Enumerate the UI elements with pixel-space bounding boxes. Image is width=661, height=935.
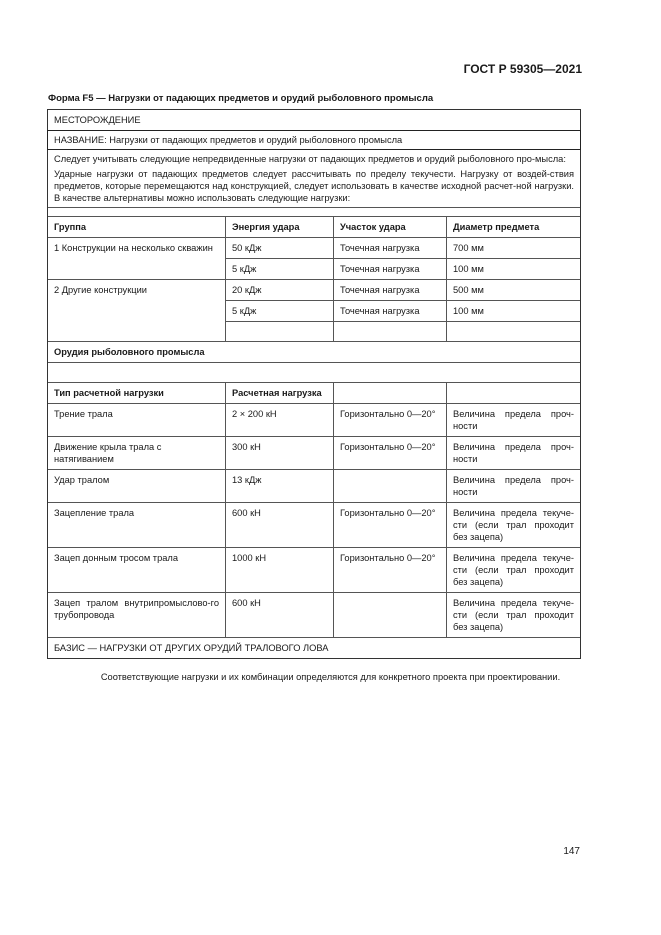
criterion-cell: Величина предела проч-ности xyxy=(453,442,574,464)
load-type-cell: Движение крыла трала с натягиванием xyxy=(48,437,226,469)
load-type-cell: Зацеп тралом внутрипромыслово-го трубопровода xyxy=(48,593,226,637)
spacer-row xyxy=(48,363,580,383)
criterion-cell: Величина предела текуче-сти (если трал проходит без зацепа) xyxy=(453,598,574,632)
energy-cell: 20 кДж xyxy=(226,280,334,300)
header-cell: Расчетная нагрузка xyxy=(226,383,334,403)
group-cell: 1 Конструкции на несколько скважин xyxy=(48,238,226,279)
area-cell: Точечная нагрузка xyxy=(334,238,447,258)
load-value-cell: 1000 кН xyxy=(226,548,334,592)
table-row xyxy=(48,280,580,342)
diameter-cell: 100 мм xyxy=(453,306,484,316)
diameter-cell xyxy=(447,322,580,341)
name-row: НАЗВАНИЕ: Нагрузки от падающих предметов и орудий рыболовного промысла xyxy=(47,130,581,150)
header-cell: Участок удара xyxy=(334,217,447,237)
table-row xyxy=(48,404,580,437)
form-title: Форма F5 — Нагрузки от падающих предметов и орудий рыболовного промысла xyxy=(48,93,434,104)
header-cell: Тип расчетной нагрузки xyxy=(48,383,226,403)
group-cell: 2 Другие конструкции xyxy=(48,280,226,341)
table-row xyxy=(226,322,580,341)
direction-cell: Горизонтально 0—20° xyxy=(334,437,447,469)
area-cell: Точечная нагрузка xyxy=(334,301,447,321)
header-cell xyxy=(334,383,447,403)
page-number: 147 xyxy=(563,846,580,857)
footnote: Соответствующие нагрузки и их комбинации определяются для конкретного проекта при проектировании. xyxy=(100,672,561,682)
table-row xyxy=(226,238,580,259)
load-value-cell: 13 кДж xyxy=(226,470,334,502)
energy-cell: 5 кДж xyxy=(226,259,334,279)
table-row xyxy=(226,259,580,279)
field-row: МЕСТОРОЖДЕНИЕ xyxy=(48,110,580,131)
spacer-row xyxy=(48,208,580,217)
table-row xyxy=(48,548,580,593)
table-row xyxy=(226,280,580,301)
load-value-cell: 2 × 200 кН xyxy=(226,404,334,436)
header-cell: Энергия удара xyxy=(226,217,334,237)
fishing-table-header xyxy=(48,383,580,404)
criterion-cell: Величина предела проч-ности xyxy=(453,475,574,497)
fishing-section-title: Орудия рыболовного промысла xyxy=(48,342,580,363)
direction-cell xyxy=(334,470,447,502)
direction-cell: Горизонтально 0—20° xyxy=(334,548,447,592)
header-cell xyxy=(447,383,580,403)
table-row xyxy=(48,503,580,548)
energy-cell: 50 кДж xyxy=(226,238,334,258)
criterion-cell: Величина предела проч-ности xyxy=(453,409,574,431)
table-row xyxy=(226,301,580,322)
direction-cell: Горизонтально 0—20° xyxy=(334,404,447,436)
header-cell: Группа xyxy=(48,217,226,237)
energy-cell: 5 кДж xyxy=(226,301,334,321)
area-cell: Точечная нагрузка xyxy=(334,280,447,300)
intro-paragraph: Следует учитывать следующие непредвиденные нагрузки от падающих предметов и орудий рыболовного про-мысла: xyxy=(54,154,566,164)
diameter-cell: 100 мм xyxy=(453,264,484,274)
drop-table-header xyxy=(48,217,580,238)
intro-paragraph: Ударные нагрузки от падающих предметов следует рассчитывать по пределу текучести. Нагрузку от воздей-ствия предметов, которые перемещаются над конструкцией, следует использовать в качестве исходной расчет-ной нагрузки. В качестве альтернативы можно использовать следующие нагрузки: xyxy=(54,169,574,203)
table-row xyxy=(48,470,580,503)
load-type-cell: Зацеп донным тросом трала xyxy=(48,548,226,592)
direction-cell xyxy=(334,593,447,637)
load-value-cell: 300 кН xyxy=(226,437,334,469)
diameter-cell: 700 мм xyxy=(453,243,484,253)
direction-cell: Горизонтально 0—20° xyxy=(334,503,447,547)
form-table xyxy=(47,109,581,659)
load-value-cell: 600 кН xyxy=(226,593,334,637)
area-cell: Точечная нагрузка xyxy=(334,259,447,279)
energy-cell xyxy=(226,322,334,341)
table-row xyxy=(48,238,580,280)
criterion-cell: Величина предела текуче-сти (если трал проходит без зацепа) xyxy=(453,508,574,542)
basis-row: БАЗИС — НАГРУЗКИ ОТ ДРУГИХ ОРУДИЙ ТРАЛОВОГО ЛОВА xyxy=(54,643,329,653)
load-type-cell: Удар тралом xyxy=(48,470,226,502)
load-type-cell: Трение трала xyxy=(48,404,226,436)
table-row xyxy=(48,437,580,470)
criterion-cell: Величина предела текуче-сти (если трал проходит без зацепа) xyxy=(453,553,574,587)
header-cell: Диаметр предмета xyxy=(453,222,540,232)
load-value-cell: 600 кН xyxy=(226,503,334,547)
load-type-cell: Зацепление трала xyxy=(48,503,226,547)
table-row xyxy=(48,593,580,638)
intro-block xyxy=(48,150,580,208)
diameter-cell: 500 мм xyxy=(453,285,484,295)
standard-number: ГОСТ Р 59305—2021 xyxy=(463,62,582,76)
area-cell xyxy=(334,322,447,341)
